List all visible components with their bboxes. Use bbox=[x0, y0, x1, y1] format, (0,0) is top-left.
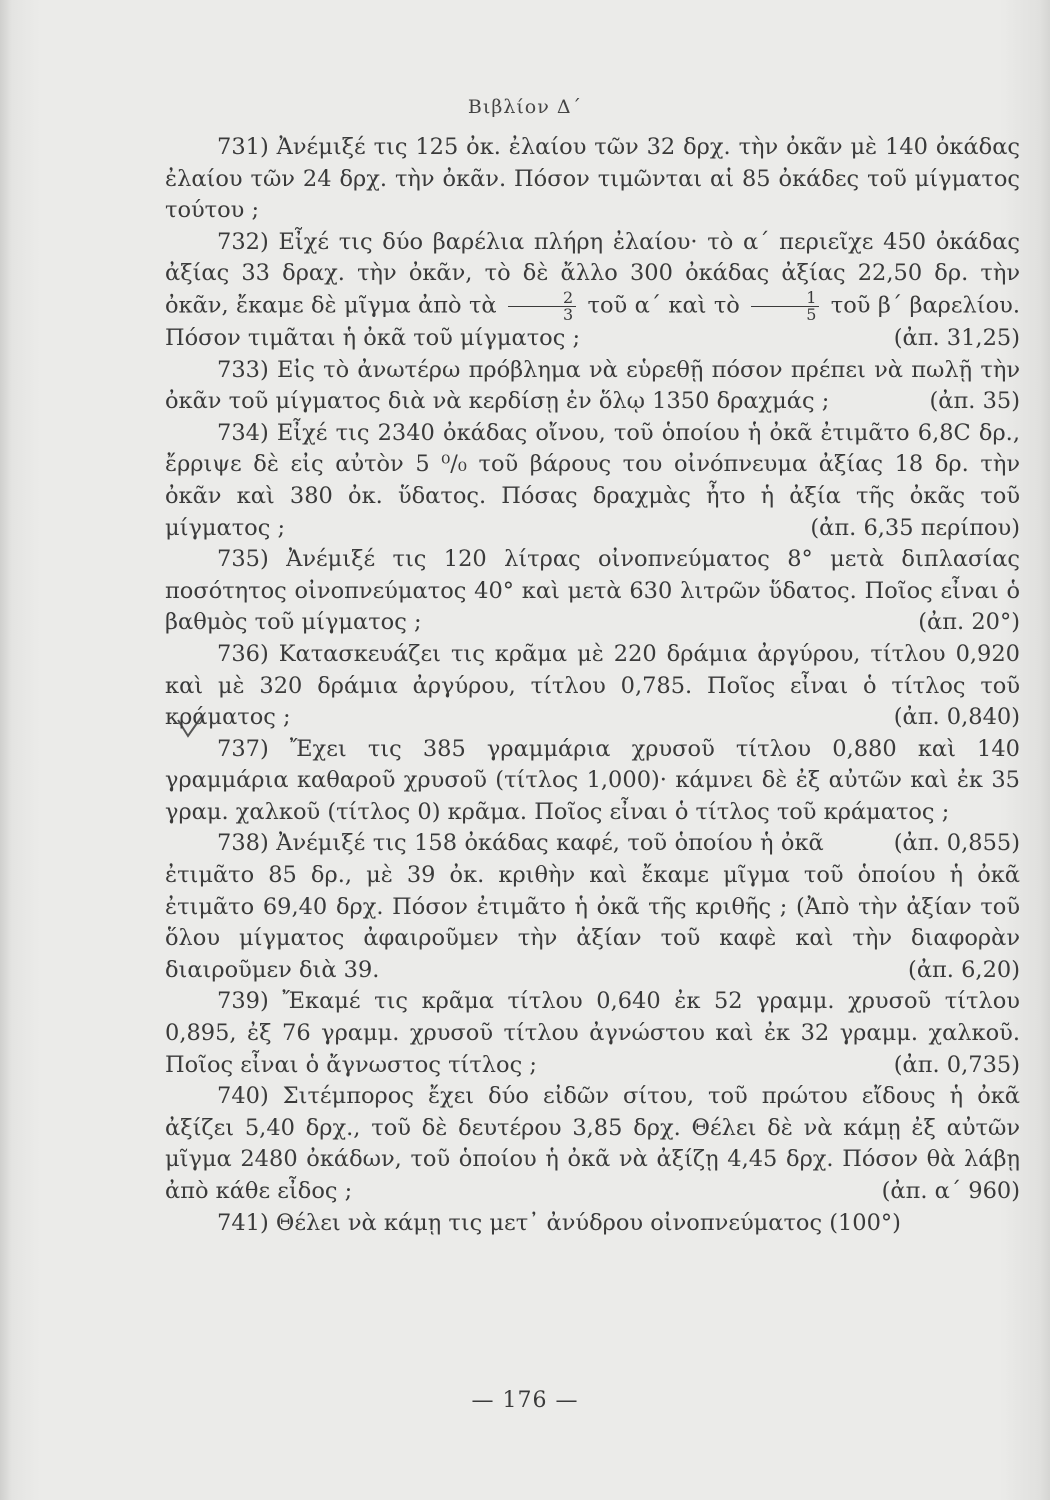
answer: (ἀπ. 6,20) bbox=[908, 956, 1020, 983]
answer: (ἀπ. 31,25) bbox=[893, 324, 1020, 351]
problem-734: 734) Εἶχέ τις 2340 ὀκάδας οἴνου, τοῦ ὁποίου ἡ ὀκᾶ ἐτιμᾶτο 6,8C δρ., ἔρριψε δὲ εἰς αὐτὸν 5 ⁰/₀ τοῦ βάρους του οἰνόπνευμα ἀξίας 18 δρ. τὴν ὀκᾶν καὶ 380 ὀκ. ὕδατος. Πόσας δραχμὰς ἦτο ἡ ἀξία τῆς ὀκᾶς τοῦ μίγματος ; (ἀπ. 6,35 περίπου) bbox=[165, 418, 1020, 544]
answer: (ἀπ. α΄ 960) bbox=[881, 1178, 1020, 1204]
problem-737: 737) Ἔχει τις 385 γραμμάρια χρυσοῦ τίτλου 0,880 καὶ 140 γραμμάρια καθαροῦ χρυσοῦ (τίτλος 1,000)· κάμνει δὲ ἐξ αὐτῶν καὶ ἐκ 35 γραμ. χαλκοῦ (τίτλος 0) κρᾶμα. Ποῖος εἶναι ὁ τίτλος τοῦ κράματος ; (ἀπ. 0,855) bbox=[165, 734, 1020, 829]
fraction-two-thirds: $\frac{2}{3}$ bbox=[508, 290, 576, 323]
page-number: — 176 — bbox=[471, 1388, 579, 1413]
problem-733: 733) Εἰς τὸ ἀνωτέρω πρόβλημα νὰ εὑρεθῇ πόσον πρέπει νὰ πωλῇ τὴν ὀκᾶν τοῦ μίγματος διὰ νὰ κερδίσῃ ἐν ὅλῳ 1350 δραχμάς ; (ἀπ. 35) bbox=[165, 355, 1020, 418]
problem-736: 736) Κατασκευάζει τις κρᾶμα μὲ 220 δράμια ἀργύρου, τίτλου 0,920 καὶ μὲ 320 δράμια ἀργύρου, τίτλου 0,785. Ποῖος εἶναι ὁ τίτλος τοῦ κράματος ; (ἀπ. 0,840) bbox=[165, 639, 1020, 734]
answer: (ἀπ. 0,735) bbox=[893, 1051, 1020, 1078]
answer: (ἀπ. 20°) bbox=[918, 609, 1020, 636]
answer: (ἀπ. 6,35 περίπου) bbox=[810, 514, 1020, 541]
fraction-one-fifth: $\frac{1}{5}$ bbox=[751, 290, 819, 323]
problem-741: 741) Θέλει νὰ κάμῃ τις μετ᾽ ἀνύδρου οἰνοπνεύματος (100°) bbox=[217, 1209, 901, 1236]
answer: (ἀπ. 35) bbox=[929, 388, 1020, 415]
running-header: Βιβλίον Δ΄ bbox=[467, 96, 583, 118]
problem-list bbox=[165, 132, 1020, 1239]
answer: (ἀπ. 0,855) bbox=[893, 830, 1020, 857]
problem-735: 735) Ἀνέμιξέ τις 120 λίτρας οἰνοπνεύματος 8° μετὰ διπλασίας ποσότητος οἰνοπνεύματος 40° καὶ μετὰ 630 λιτρῶν ὕδατος. Ποῖος εἶναι ὁ βαθμὸς τοῦ μίγματος ; (ἀπ. 20°) bbox=[165, 544, 1020, 639]
answer: (ἀπ. 0,840) bbox=[893, 704, 1020, 731]
problem-739: 739) Ἔκαμέ τις κρᾶμα τίτλου 0,640 ἐκ 52 γραμμ. χρυσοῦ τίτλου 0,895, ἐξ 76 γραμμ. χρυσοῦ τίτλου ἀγνώστου καὶ ἐκ 32 γραμμ. χαλκοῦ. Ποῖος εἶναι ὁ ἄγνωστος τίτλος ; (ἀπ. 0,735) bbox=[165, 986, 1020, 1081]
problem-740: 740) Σιτέμπορος ἔχει δύο εἰδῶν σίτου, τοῦ πρώτου εἴδους ἡ ὀκᾶ ἀξίζει 5,40 δρχ., τοῦ δὲ δευτέρου 3,85 δρχ. Θέλει δὲ νὰ κάμῃ ἐξ αὐτῶν μῖγμα 2480 ὀκάδων, τοῦ ὁποίου ἡ ὀκᾶ νὰ ἀξίζῃ 4,45 δρχ. Πόσον θὰ λάβῃ ἀπὸ κάθε εἶδος ; (ἀπ. α΄ 960) bbox=[165, 1081, 1020, 1207]
problem-732: 732) Εἶχέ τις δύο βαρέλια πλήρη ἐλαίου· τὸ α΄ περιεῖχε 450 ὀκάδας ἀξίας 33 δραχ. τὴν ὀκᾶν, τὸ δὲ ἄλλο 300 ὀκάδας ἀξίας 22,50 δρ. τὴν ὀκᾶν, ἔκαμε δὲ μῖγμα ἀπὸ τὰ $\frac{2}{3}$ τοῦ α΄ καὶ τὸ $\frac{1}{5}$ τοῦ β΄ βαρελίου. Πόσον τιμᾶται ἡ ὀκᾶ τοῦ μίγματος ; (ἀπ. 31,25) bbox=[165, 227, 1020, 355]
problem-738: 738) Ἀνέμιξέ τις 158 ὀκάδας καφέ, τοῦ ὁποίου ἡ ὀκᾶ ἐτιμᾶτο 85 δρ., μὲ 39 ὀκ. κριθὴν καὶ ἔκαμε μῖγμα τοῦ ὁποίου ἡ ὀκᾶ ἐτιμᾶτο 69,40 δρχ. Πόσον ἐτιμᾶτο ἡ ὀκᾶ τῆς κριθῆς ; (Ἀπὸ τὴν ἀξίαν τοῦ ὅλου μίγματος ἀφαιροῦμεν τὴν ἀξίαν τοῦ καφὲ καὶ τὴν διαφορὰν διαιροῦμεν διὰ 39. (ἀπ. 6,20) bbox=[165, 828, 1020, 986]
problem-731: 731) Ἀνέμιξέ τις 125 ὀκ. ἐλαίου τῶν 32 δρχ. τὴν ὀκᾶν μὲ 140 ὀκάδας ἐλαίου τῶν 24 δρχ. τὴν ὀκᾶν. Πόσον τιμῶνται αἱ 85 ὀκάδες τοῦ μίγματος τούτου ; bbox=[165, 134, 1020, 224]
